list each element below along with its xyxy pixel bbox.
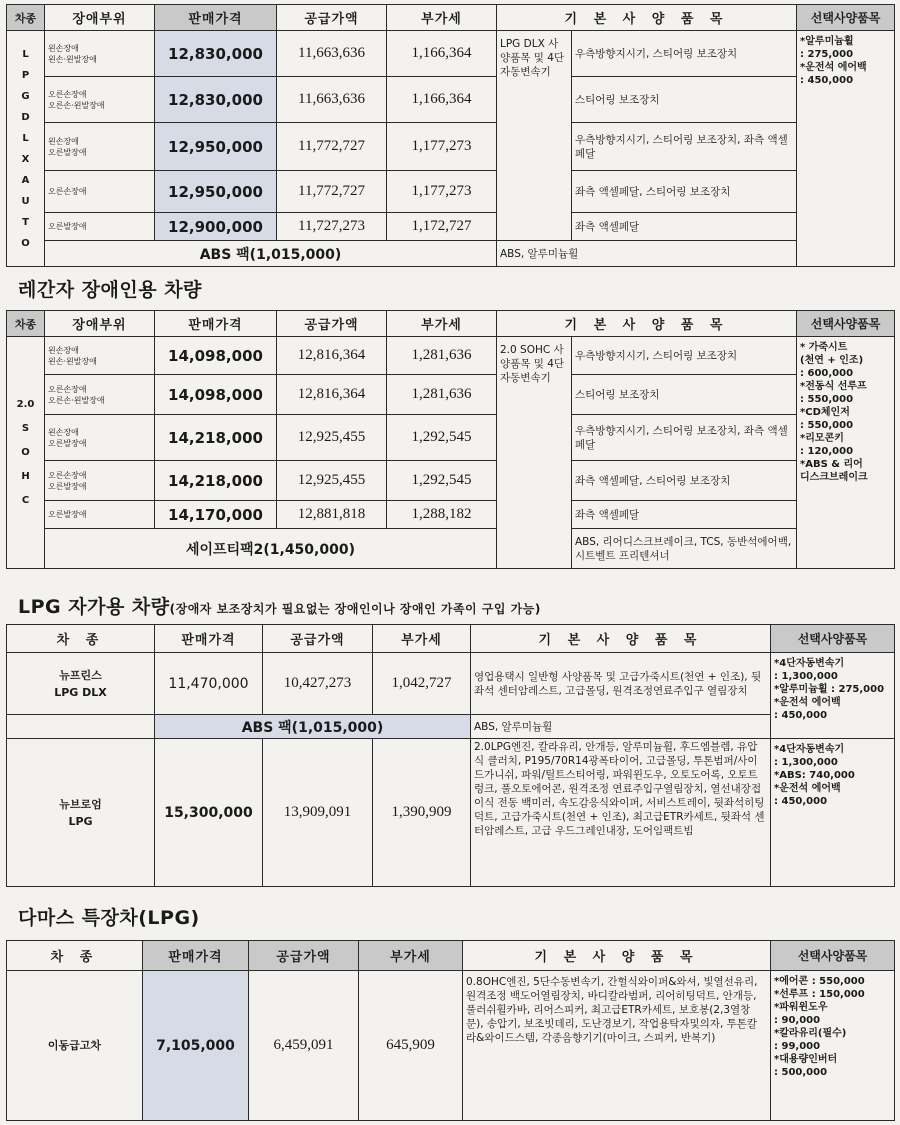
disability-cell: 오른손장애 오른발장애 bbox=[45, 461, 155, 501]
feature-cell: 우측방향지시기, 스티어링 보조장치, 좌측 액셀페달 bbox=[572, 415, 797, 461]
header-base-features: 기 본 사 양 품 목 bbox=[463, 941, 771, 971]
header-base-features: 기 본 사 양 품 목 bbox=[497, 311, 797, 337]
header-supply-price: 공급가액 bbox=[263, 625, 373, 653]
supply-price: 12,925,455 bbox=[277, 415, 387, 461]
package-label: ABS 팩(1,015,000) bbox=[155, 715, 471, 739]
feature-cell: 좌측 액셀페달 bbox=[572, 213, 797, 241]
package-features: ABS, 알루미늄휠 bbox=[471, 715, 771, 739]
feature-cell: 좌측 액셀페달, 스티어링 보조장치 bbox=[572, 171, 797, 213]
vat: 1,172,727 bbox=[387, 213, 497, 241]
section-subtitle: (장애자 보조장치가 필요없는 장애인이나 장애인 가족이 구입 가능) bbox=[169, 602, 541, 616]
sale-price: 12,950,000 bbox=[155, 171, 277, 213]
supply-price: 11,663,636 bbox=[277, 31, 387, 77]
header-sale-price: 판매가격 bbox=[155, 625, 263, 653]
header-type: 차종 bbox=[7, 5, 45, 31]
header-vat: 부가세 bbox=[387, 5, 497, 31]
header-options: 선택사양품목 bbox=[771, 941, 895, 971]
feature-cell: 스티어링 보조장치 bbox=[572, 375, 797, 415]
lpg-private-table bbox=[6, 624, 895, 887]
vat: 1,292,545 bbox=[387, 415, 497, 461]
supply-price: 10,427,273 bbox=[263, 653, 373, 715]
options-cell: *4단자동변속기 : 1,300,000 *알루미늄휠 : 275,000 *운전석 에어백 : 450,000 bbox=[771, 653, 895, 739]
disability-cell: 오른손장애 오른손·왼발장애 bbox=[45, 77, 155, 123]
disability-cell: 오른발장애 bbox=[45, 501, 155, 529]
disability-cell: 왼손장애 오른발장애 bbox=[45, 123, 155, 171]
vat: 1,281,636 bbox=[387, 375, 497, 415]
supply-price: 11,663,636 bbox=[277, 77, 387, 123]
header-disability: 장애부위 bbox=[45, 311, 155, 337]
header-vat: 부가세 bbox=[359, 941, 463, 971]
section-title-damas: 다마스 특장차(LPG) bbox=[18, 907, 200, 929]
vat: 1,042,727 bbox=[373, 653, 471, 715]
supply-price: 12,816,364 bbox=[277, 337, 387, 375]
header-options: 선택사양품목 bbox=[797, 311, 895, 337]
disability-cell: 왼손장애 왼손·왼발장애 bbox=[45, 337, 155, 375]
model-name: 뉴브로엄 LPG bbox=[7, 739, 155, 887]
header-sale-price: 판매가격 bbox=[155, 5, 277, 31]
package-features: ABS, 알루미늄휠 bbox=[497, 241, 797, 267]
supply-price: 12,816,364 bbox=[277, 375, 387, 415]
section-title-lpg-private bbox=[18, 592, 541, 619]
sale-price: 14,170,000 bbox=[155, 501, 277, 529]
sale-price: 14,218,000 bbox=[155, 415, 277, 461]
header-base-features: 기 본 사 양 품 목 bbox=[471, 625, 771, 653]
sale-price: 12,830,000 bbox=[155, 77, 277, 123]
package-features: ABS, 리어디스크브레이크, TCS, 동반석에어백, 시트벨트 프리텐셔너 bbox=[572, 529, 797, 569]
lpg-dlx-auto-table bbox=[6, 4, 895, 267]
options-cell: *알루미늄휠 : 275,000 *운전석 에어백 : 450,000 bbox=[797, 31, 895, 267]
disability-cell: 왼손장애 왼손·왼발장애 bbox=[45, 31, 155, 77]
feature-cell: 영업용택시 일반형 사양품목 및 고급가죽시트(천연 + 인조), 뒷좌석 센터암레스트, 고급몰딩, 원격조정연료주입구 열림장치 bbox=[471, 653, 771, 715]
leganza-table-section bbox=[6, 310, 894, 569]
header-type: 차 종 bbox=[7, 941, 143, 971]
package-label: ABS 팩(1,015,000) bbox=[45, 241, 497, 267]
vehicle-type-vertical: L P G D L X A U T O bbox=[7, 31, 45, 267]
vat: 1,281,636 bbox=[387, 337, 497, 375]
supply-price: 12,925,455 bbox=[277, 461, 387, 501]
sale-price: 15,300,000 bbox=[155, 739, 263, 887]
leganza-table bbox=[6, 310, 895, 569]
supply-price: 12,881,818 bbox=[277, 501, 387, 529]
header-vat: 부가세 bbox=[373, 625, 471, 653]
header-type: 차 종 bbox=[7, 625, 155, 653]
disability-cell: 오른손장애 오른손·왼발장애 bbox=[45, 375, 155, 415]
section-title-leganza: 레간자 장애인용 차량 bbox=[18, 279, 202, 301]
header-base-features: 기 본 사 양 품 목 bbox=[497, 5, 797, 31]
options-cell: * 가죽시트 (천연 + 인조) : 600,000 *전동식 선루프 : 550,000 *CD체인저 : 550,000 *리모콘키 : 120,000 *ABS & 리어 디스크브레이크 bbox=[797, 337, 895, 569]
vat: 1,166,364 bbox=[387, 31, 497, 77]
base-spec: 2.0 SOHC 사양품목 및 4단 자동변속기 bbox=[497, 337, 572, 569]
sale-price: 14,098,000 bbox=[155, 337, 277, 375]
sale-price: 7,105,000 bbox=[143, 971, 249, 1121]
damas-table bbox=[6, 940, 895, 1121]
sale-price: 14,098,000 bbox=[155, 375, 277, 415]
feature-cell: 0.8OHC엔진, 5단수동변속기, 간헐식와이퍼&와셔, 빛열선유리, 원격조정 백도어열림장치, 바디칼라범퍼, 리어히팅덕트, 안개등, 풀러쉬휠카바, 리어스피커, 최고급ETR카세트, 보호봉(2,3열창문), 송압기, 보조빗데리, 도난경보기, 작업용탁자및의자, 투톤칼라&와이드스템, 각종음향기기(마이크, 스피커, 반복기) bbox=[463, 971, 771, 1121]
vat: 1,166,364 bbox=[387, 77, 497, 123]
feature-cell: 스티어링 보조장치 bbox=[572, 77, 797, 123]
disability-cell: 왼손장애 오른발장애 bbox=[45, 415, 155, 461]
header-vat: 부가세 bbox=[387, 311, 497, 337]
header-sale-price: 판매가격 bbox=[143, 941, 249, 971]
vat: 1,177,273 bbox=[387, 171, 497, 213]
header-supply-price: 공급가액 bbox=[277, 5, 387, 31]
header-type: 차종 bbox=[7, 311, 45, 337]
damas-table-section bbox=[6, 940, 894, 1121]
section-title-text: LPG 자가용 차량 bbox=[18, 596, 170, 618]
vat: 1,390,909 bbox=[373, 739, 471, 887]
options-cell: *에어콘 : 550,000 *선루프 : 150,000 *파워윈도우 : 90,000 *칼라유리(필수) : 99,000 *대용량인버터 : 500,000 bbox=[771, 971, 895, 1121]
disability-cell: 오른손장애 bbox=[45, 171, 155, 213]
sale-price: 14,218,000 bbox=[155, 461, 277, 501]
header-supply-price: 공급가액 bbox=[249, 941, 359, 971]
feature-cell: 우측방향지시기, 스티어링 보조장치 bbox=[572, 337, 797, 375]
supply-price: 6,459,091 bbox=[249, 971, 359, 1121]
vat: 645,909 bbox=[359, 971, 463, 1121]
lpg-private-table-section bbox=[6, 624, 894, 887]
lpg-dlx-auto-table-section bbox=[6, 4, 894, 267]
header-options: 선택사양품목 bbox=[771, 625, 895, 653]
header-supply-price: 공급가액 bbox=[277, 311, 387, 337]
disability-cell: 오른발장애 bbox=[45, 213, 155, 241]
feature-cell: 2.0LPG엔진, 칼라유리, 안개등, 알루미늄휠, 후드엠블렘, 유압식 클러치, P195/70R14광폭타이어, 고급몰딩, 투톤범퍼/사이드가니쉬, 파워/틸트스티어링, 파워윈도우, 오토도어록, 오토트렁크, 풀오토에어콘, 원격조정 연료주입구열림장치, 열선내장접이식 전동 백미러, 속도감응식와이퍼, 서비스트레이, 뒷좌석히팅덕트, 고급가죽시트(천연 + 인조), 최고급ETR카세트, 뒷좌석 센터암레스트, 고급 우드그레인내장, 도어임팩트빔 bbox=[471, 739, 771, 887]
sale-price: 12,950,000 bbox=[155, 123, 277, 171]
package-label: 세이프티팩2(1,450,000) bbox=[45, 529, 497, 569]
header-sale-price: 판매가격 bbox=[155, 311, 277, 337]
sale-price: 12,830,000 bbox=[155, 31, 277, 77]
supply-price: 11,772,727 bbox=[277, 171, 387, 213]
sale-price: 11,470,000 bbox=[155, 653, 263, 715]
feature-cell: 우측방향지시기, 스티어링 보조장치, 좌측 액셀페달 bbox=[572, 123, 797, 171]
feature-cell: 좌측 액셀페달 bbox=[572, 501, 797, 529]
vat: 1,288,182 bbox=[387, 501, 497, 529]
supply-price: 13,909,091 bbox=[263, 739, 373, 887]
sale-price: 12,900,000 bbox=[155, 213, 277, 241]
vat: 1,177,273 bbox=[387, 123, 497, 171]
row-spacer bbox=[7, 715, 155, 739]
supply-price: 11,727,273 bbox=[277, 213, 387, 241]
options-cell: *4단자동변속기 : 1,300,000 *ABS: 740,000 *운전석 에어백 : 450,000 bbox=[771, 739, 895, 887]
vehicle-type-vertical: 2.0 S O H C bbox=[7, 337, 45, 569]
header-disability: 장애부위 bbox=[45, 5, 155, 31]
feature-cell: 좌측 액셀페달, 스티어링 보조장치 bbox=[572, 461, 797, 501]
header-options: 선택사양품목 bbox=[797, 5, 895, 31]
feature-cell: 우측방향지시기, 스티어링 보조장치 bbox=[572, 31, 797, 77]
vat: 1,292,545 bbox=[387, 461, 497, 501]
model-name: 뉴프린스 LPG DLX bbox=[7, 653, 155, 715]
base-spec: LPG DLX 사양품목 및 4단 자동변속기 bbox=[497, 31, 572, 241]
model-name: 이동급고차 bbox=[7, 971, 143, 1121]
supply-price: 11,772,727 bbox=[277, 123, 387, 171]
